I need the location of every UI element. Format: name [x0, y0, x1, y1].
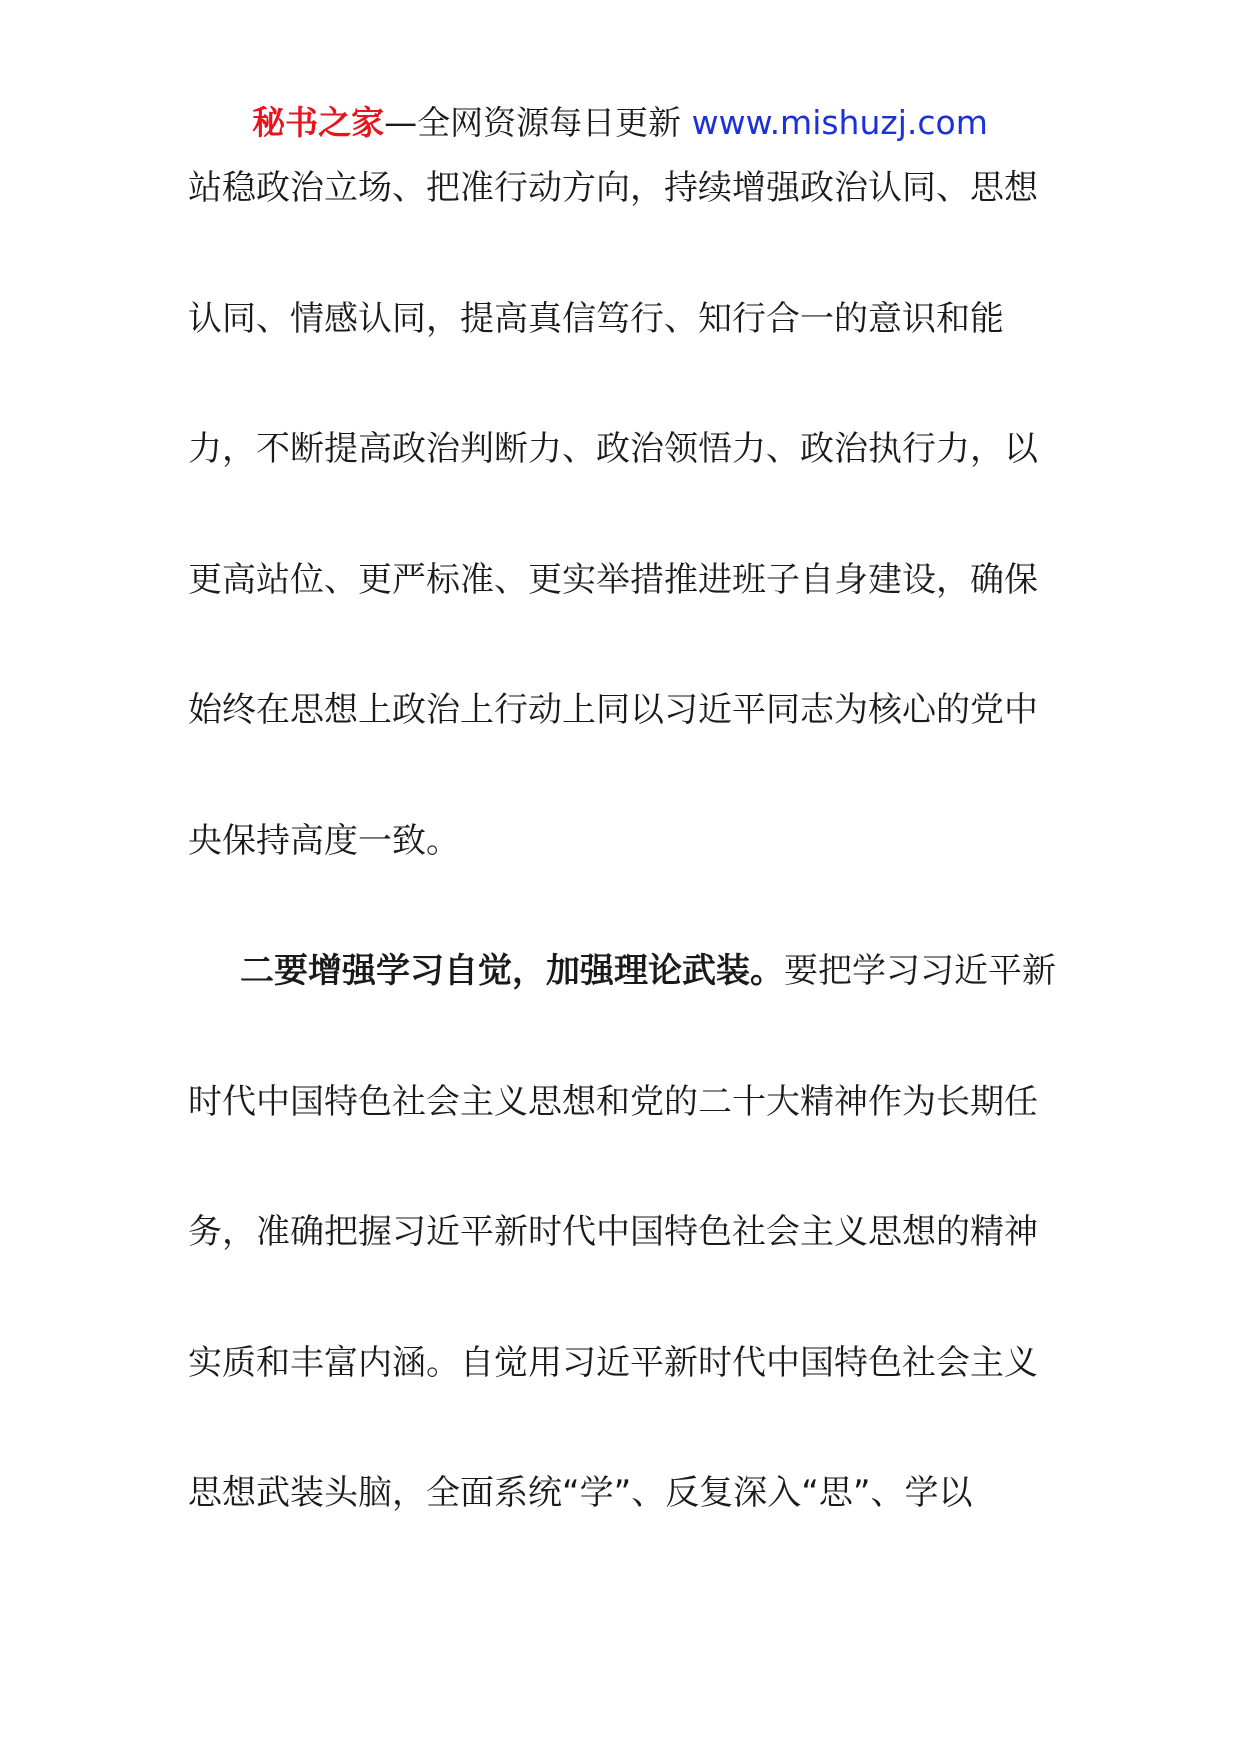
text-line: 更高站位、更严标准、更实举措推进班子自身建设，确保 [188, 559, 1038, 600]
text-line: 思想武装头脑，全面系统“学”、反复深入“思”、学以 [188, 1473, 973, 1513]
paragraph-first-line [188, 915, 1060, 1046]
header-slogan: —全网资源每日更新 [384, 103, 692, 142]
text-line: 力，不断提高政治判断力、政治领悟力、政治执行力，以 [188, 429, 1038, 469]
site-url[interactable]: www.mishuzj.com [691, 103, 988, 142]
paragraph-heading: 二要增强学习自觉，加强理论武装。 [240, 951, 784, 991]
text-line: 始终在思想上政治上行动上同以习近平同志为核心的党中 [188, 690, 1038, 730]
text-line: 时代中国特色社会主义思想和党的二十大精神作为长期任 [188, 1081, 1038, 1122]
document-body [188, 132, 1060, 1568]
brand-name: 秘书之家 [252, 103, 385, 142]
text-line: 实质和丰富内涵。自觉用习近平新时代中国特色社会主义 [188, 1342, 1038, 1383]
text-line: 央保持高度一致。 [188, 820, 460, 861]
text-fragment: 要把学习习近平新 [784, 951, 1056, 991]
text-line: 认同、情感认同，提高真信笃行、知行合一的意识和能 [188, 298, 1004, 339]
text-line: 站稳政治立场、把准行动方向，持续增强政治认同、思想 [188, 168, 1038, 208]
text-line: 务，准确把握习近平新时代中国特色社会主义思想的精神 [188, 1212, 1038, 1252]
